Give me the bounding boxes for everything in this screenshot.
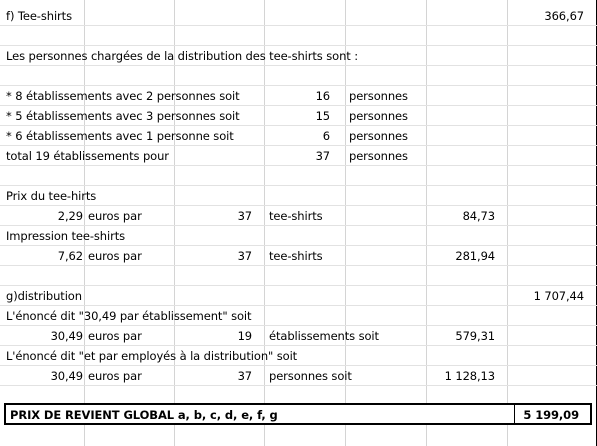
distribution-label: * 5 établissements avec 3 personnes soit — [6, 109, 240, 123]
distribution-unit: personnes — [349, 89, 408, 103]
statement-text: L'énoncé dit "30,49 par établissement" soit — [6, 309, 252, 323]
row-statement-1-calc[interactable] — [0, 327, 597, 346]
line-total: 579,31 — [455, 329, 495, 343]
unit-price: 7,62 — [57, 249, 83, 263]
row-statement-2-calc[interactable] — [0, 367, 597, 386]
row-statement-2[interactable] — [0, 347, 597, 366]
unit-label: euros par — [88, 249, 142, 263]
distribution-total-row[interactable] — [0, 147, 597, 166]
unit-price: 2,29 — [57, 209, 83, 223]
empty-row[interactable] — [0, 27, 597, 46]
print-label: Impression tee-shirts — [6, 229, 126, 243]
line-total: 84,73 — [462, 209, 495, 223]
distribution-unit: personnes — [349, 109, 408, 123]
unit-label: euros par — [88, 209, 142, 223]
line-total: 1 128,13 — [444, 369, 495, 383]
quantity: 19 — [237, 329, 252, 343]
line-total: 281,94 — [455, 249, 495, 263]
section-g-total: 1 707,44 — [533, 289, 584, 303]
distribution-unit: personnes — [349, 129, 408, 143]
distribution-count: 16 — [315, 89, 330, 103]
distribution-unit: personnes — [349, 149, 408, 163]
distribution-row-3[interactable] — [0, 127, 597, 146]
row-print-calc[interactable] — [0, 247, 597, 266]
distribution-row-1[interactable] — [0, 87, 597, 106]
distribution-count: 15 — [315, 109, 330, 123]
distribution-label: * 8 établissements avec 2 personnes soit — [6, 89, 240, 103]
row-statement-1[interactable] — [0, 307, 597, 326]
empty-row[interactable] — [0, 267, 597, 286]
section-f-total: 366,67 — [544, 9, 584, 23]
distribution-total-label: total 19 établissements pour — [6, 149, 169, 163]
row-price-label[interactable] — [0, 187, 597, 206]
section-g-label: g)distribution — [6, 289, 82, 303]
row-print-label[interactable] — [0, 227, 597, 246]
row-tee-shirts-section[interactable] — [0, 7, 597, 26]
grand-total-label: PRIX DE REVIENT GLOBAL a, b, c, d, e, f, g — [10, 408, 278, 422]
section-f-label: f) Tee-shirts — [6, 9, 72, 23]
quantity-unit: tee-shirts — [269, 209, 323, 223]
grand-total-value: 5 199,09 — [523, 408, 579, 422]
distribution-count: 6 — [322, 129, 330, 143]
unit-price: 30,49 — [50, 369, 83, 383]
price-label: Prix du tee-hirts — [6, 189, 97, 203]
unit-label: euros par — [88, 369, 142, 383]
grid-line — [514, 405, 515, 423]
distribution-row-2[interactable] — [0, 107, 597, 126]
distribution-label: * 6 établissements avec 1 personne soit — [6, 129, 234, 143]
row-distribution-section[interactable] — [0, 287, 597, 306]
distribution-total-count: 37 — [315, 149, 330, 163]
empty-row[interactable] — [0, 167, 597, 186]
unit-price: 30,49 — [50, 329, 83, 343]
unit-label: euros par — [88, 329, 142, 343]
quantity-unit: établissements soit — [269, 329, 379, 343]
quantity-unit: personnes soit — [269, 369, 352, 383]
intro-text: Les personnes chargées de la distribution des tee-shirts sont : — [6, 49, 359, 63]
quantity: 37 — [237, 209, 252, 223]
quantity-unit: tee-shirts — [269, 249, 323, 263]
empty-row[interactable] — [0, 67, 597, 86]
grand-total-row[interactable] — [4, 403, 592, 425]
quantity: 37 — [237, 249, 252, 263]
quantity: 37 — [237, 369, 252, 383]
row-price-calc[interactable] — [0, 207, 597, 226]
statement-text: L'énoncé dit "et par employés à la distribution" soit — [6, 349, 298, 363]
row-intro-text[interactable] — [0, 47, 597, 66]
